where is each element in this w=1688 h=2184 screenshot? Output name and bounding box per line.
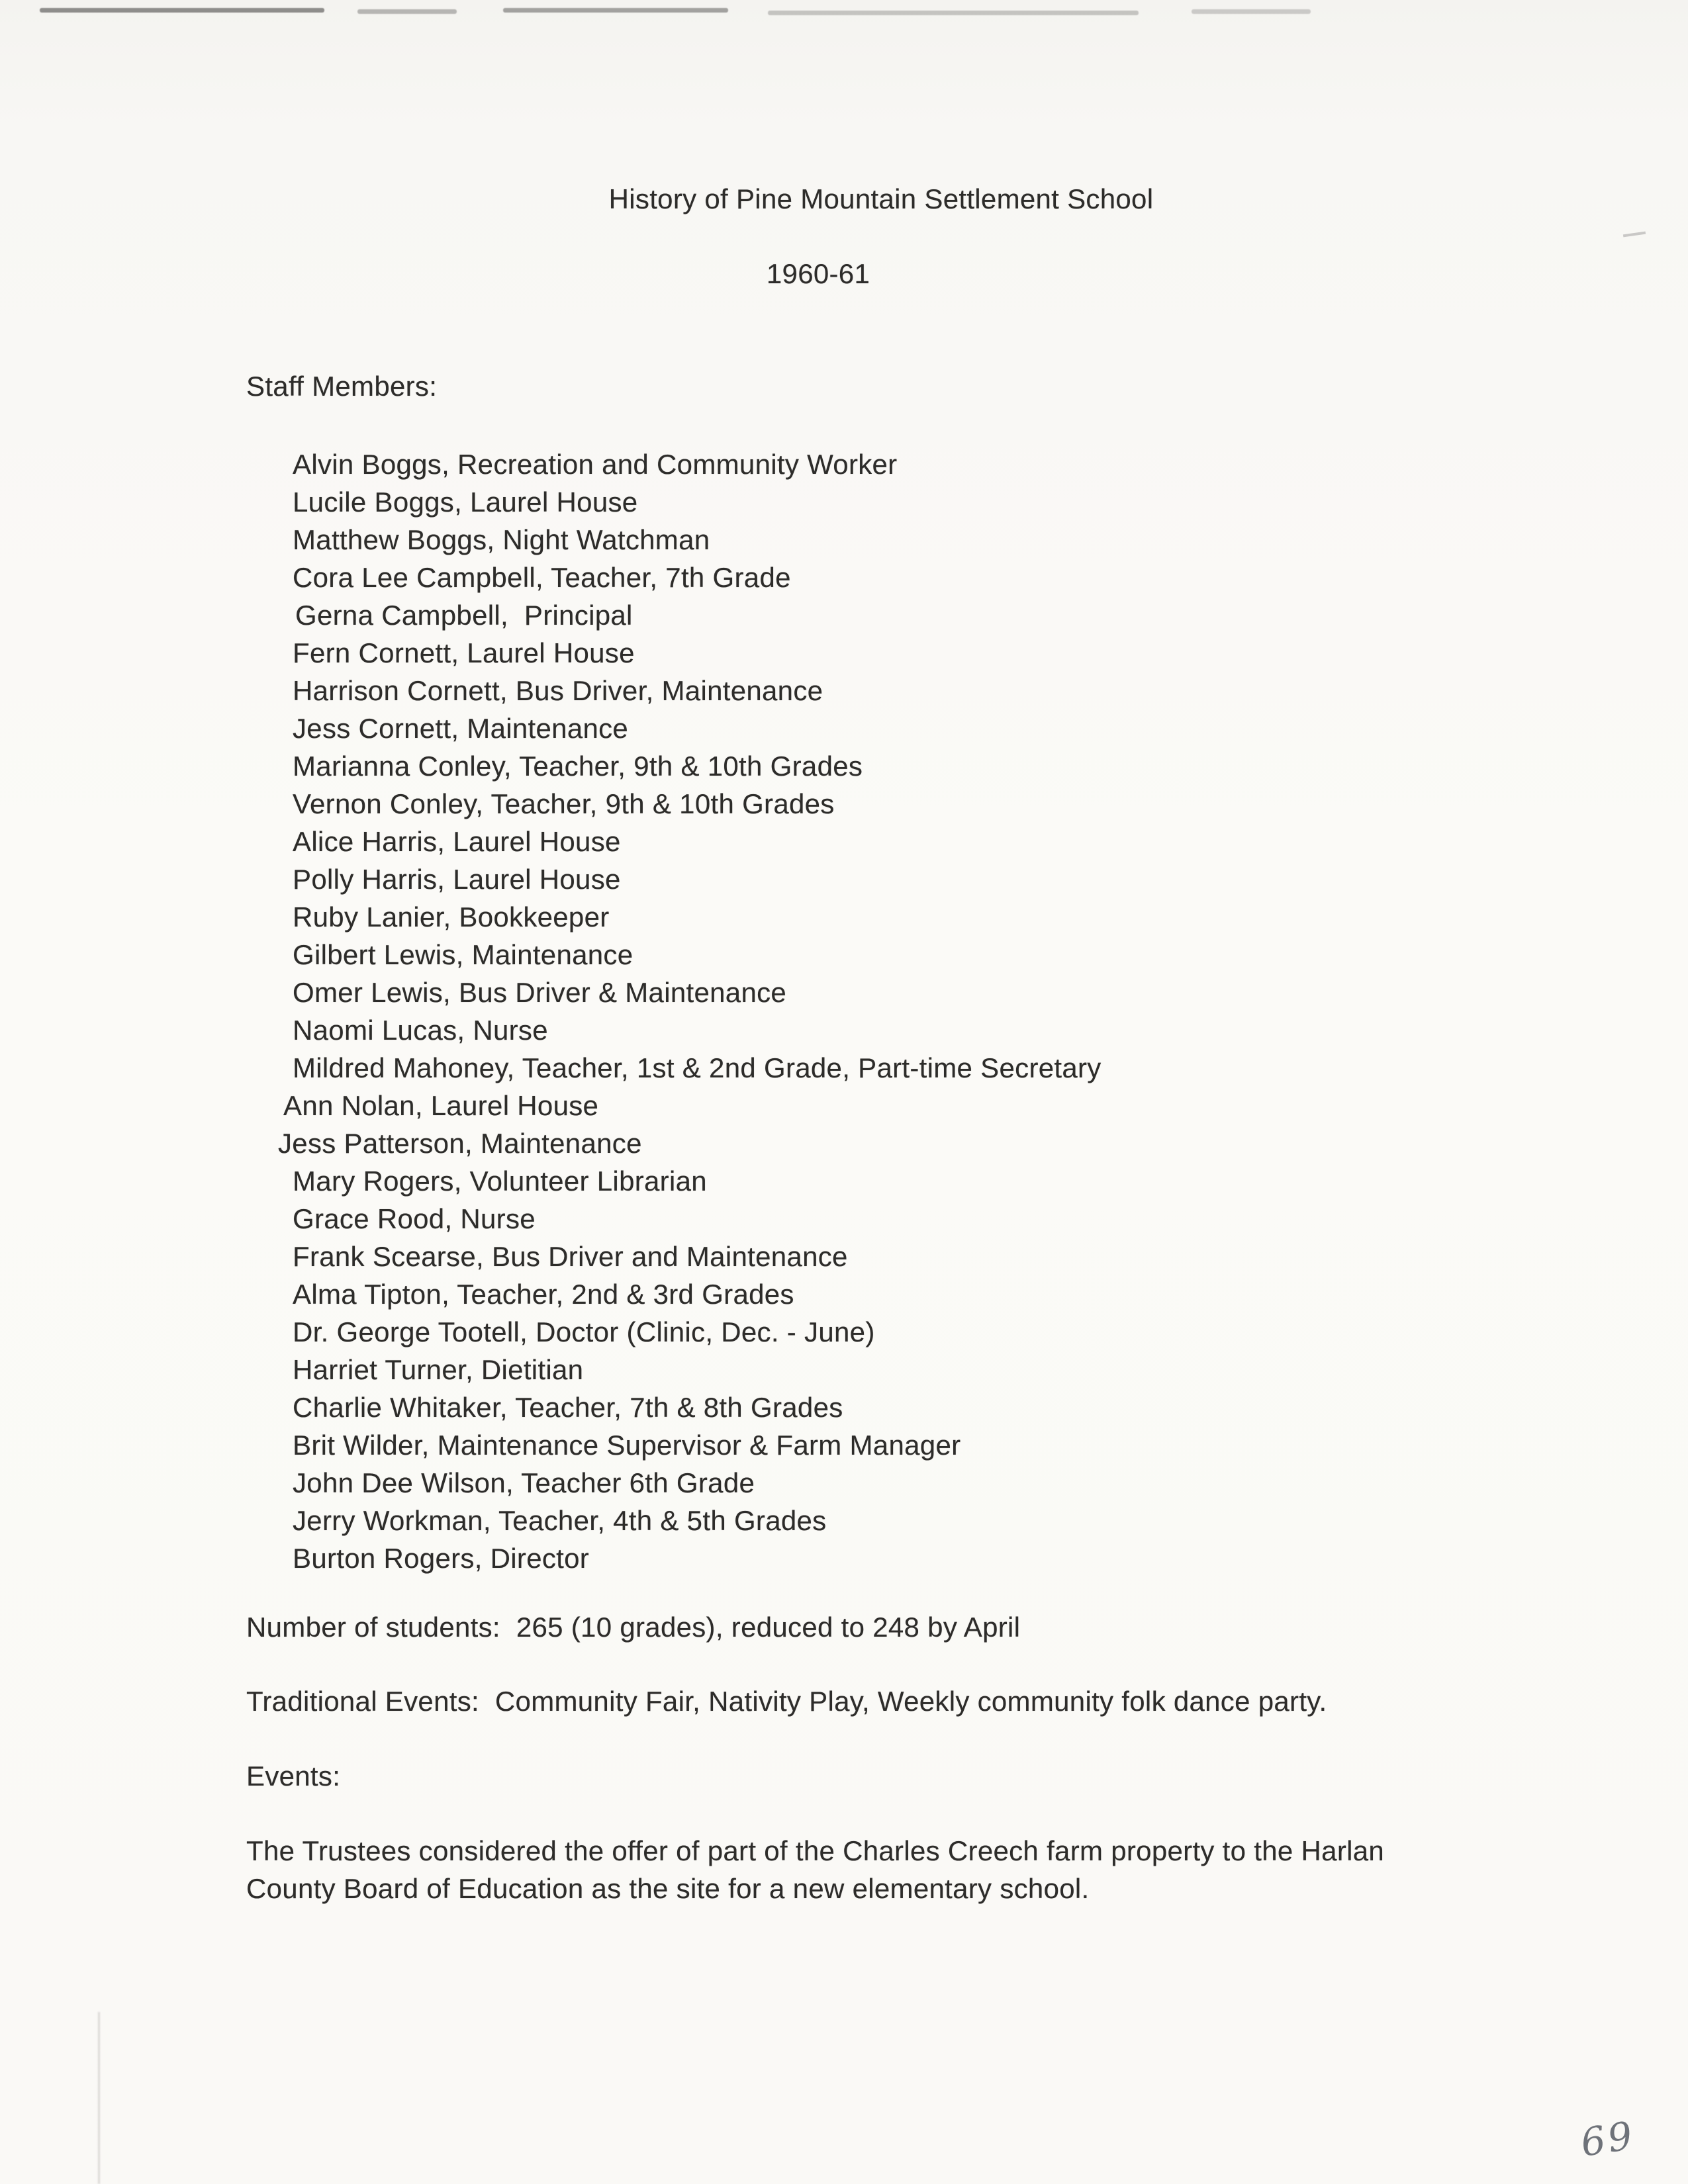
traditional-events-line: Traditional Events: Community Fair, Nativity Play, Weekly community folk dance party. — [246, 1686, 1327, 1717]
staff-member: Vernon Conley, Teacher, 9th & 10th Grades — [293, 788, 835, 819]
events-heading: Events: — [246, 1760, 341, 1792]
staff-member: Gerna Campbell, Principal — [295, 600, 633, 631]
staff-member: Cora Lee Campbell, Teacher, 7th Grade — [293, 562, 791, 593]
staff-member: Grace Rood, Nurse — [293, 1203, 536, 1234]
staff-member: Burton Rogers, Director — [293, 1543, 590, 1574]
staff-member: Lucile Boggs, Laurel House — [293, 486, 638, 518]
staff-member: Brit Wilder, Maintenance Supervisor & Farm Manager — [293, 1430, 961, 1461]
staff-member: Matthew Boggs, Night Watchman — [293, 524, 710, 555]
events-paragraph: The Trustees considered the offer of part of the Charles Creech farm property to the Harlan County Board of Education as the site for a new elementary school. — [246, 1835, 1385, 1904]
number-of-students-line: Number of students: 265 (10 grades), reduced to 248 by April — [246, 1612, 1021, 1643]
staff-member: Omer Lewis, Bus Driver & Maintenance — [293, 977, 787, 1008]
staff-member: Alice Harris, Laurel House — [293, 826, 621, 857]
staff-member: Ruby Lanier, Bookkeeper — [293, 901, 610, 933]
page-edge-shadow — [98, 2012, 100, 2184]
staff-member: Marianna Conley, Teacher, 9th & 10th Grades — [293, 751, 863, 782]
staff-member: Frank Scearse, Bus Driver and Maintenance — [293, 1241, 848, 1272]
staff-member: Ann Nolan, Laurel House — [283, 1090, 599, 1121]
handwritten-page-number: 69 — [1577, 2113, 1638, 2165]
staff-member: Jerry Workman, Teacher, 4th & 5th Grades — [293, 1505, 827, 1536]
staff-member: Mildred Mahoney, Teacher, 1st & 2nd Grade, Part-time Secretary — [293, 1052, 1102, 1083]
staff-member: Charlie Whitaker, Teacher, 7th & 8th Grades — [293, 1392, 843, 1423]
staff-member: John Dee Wilson, Teacher 6th Grade — [293, 1467, 755, 1498]
school-year: 1960-61 — [766, 258, 870, 289]
staff-member: Gilbert Lewis, Maintenance — [293, 939, 633, 970]
staff-member: Alvin Boggs, Recreation and Community Worker — [293, 449, 898, 480]
staff-member: Dr. George Tootell, Doctor (Clinic, Dec. - June) — [293, 1316, 875, 1347]
staff-member: Polly Harris, Laurel House — [293, 864, 621, 895]
document-title: History of Pine Mountain Settlement School — [608, 183, 1154, 214]
staff-member: Jess Patterson, Maintenance — [278, 1128, 642, 1159]
staff-member: Naomi Lucas, Nurse — [293, 1015, 548, 1046]
staff-member: Mary Rogers, Volunteer Librarian — [293, 1165, 707, 1197]
staff-list — [278, 445, 1516, 1577]
staff-member: Harrison Cornett, Bus Driver, Maintenance — [293, 675, 823, 706]
staff-member: Harriet Turner, Dietitian — [293, 1354, 584, 1385]
staff-member: Fern Cornett, Laurel House — [293, 637, 635, 668]
staff-member: Alma Tipton, Teacher, 2nd & 3rd Grades — [293, 1279, 794, 1310]
staff-members-heading: Staff Members: — [246, 371, 438, 402]
staff-member: Jess Cornett, Maintenance — [293, 713, 629, 744]
